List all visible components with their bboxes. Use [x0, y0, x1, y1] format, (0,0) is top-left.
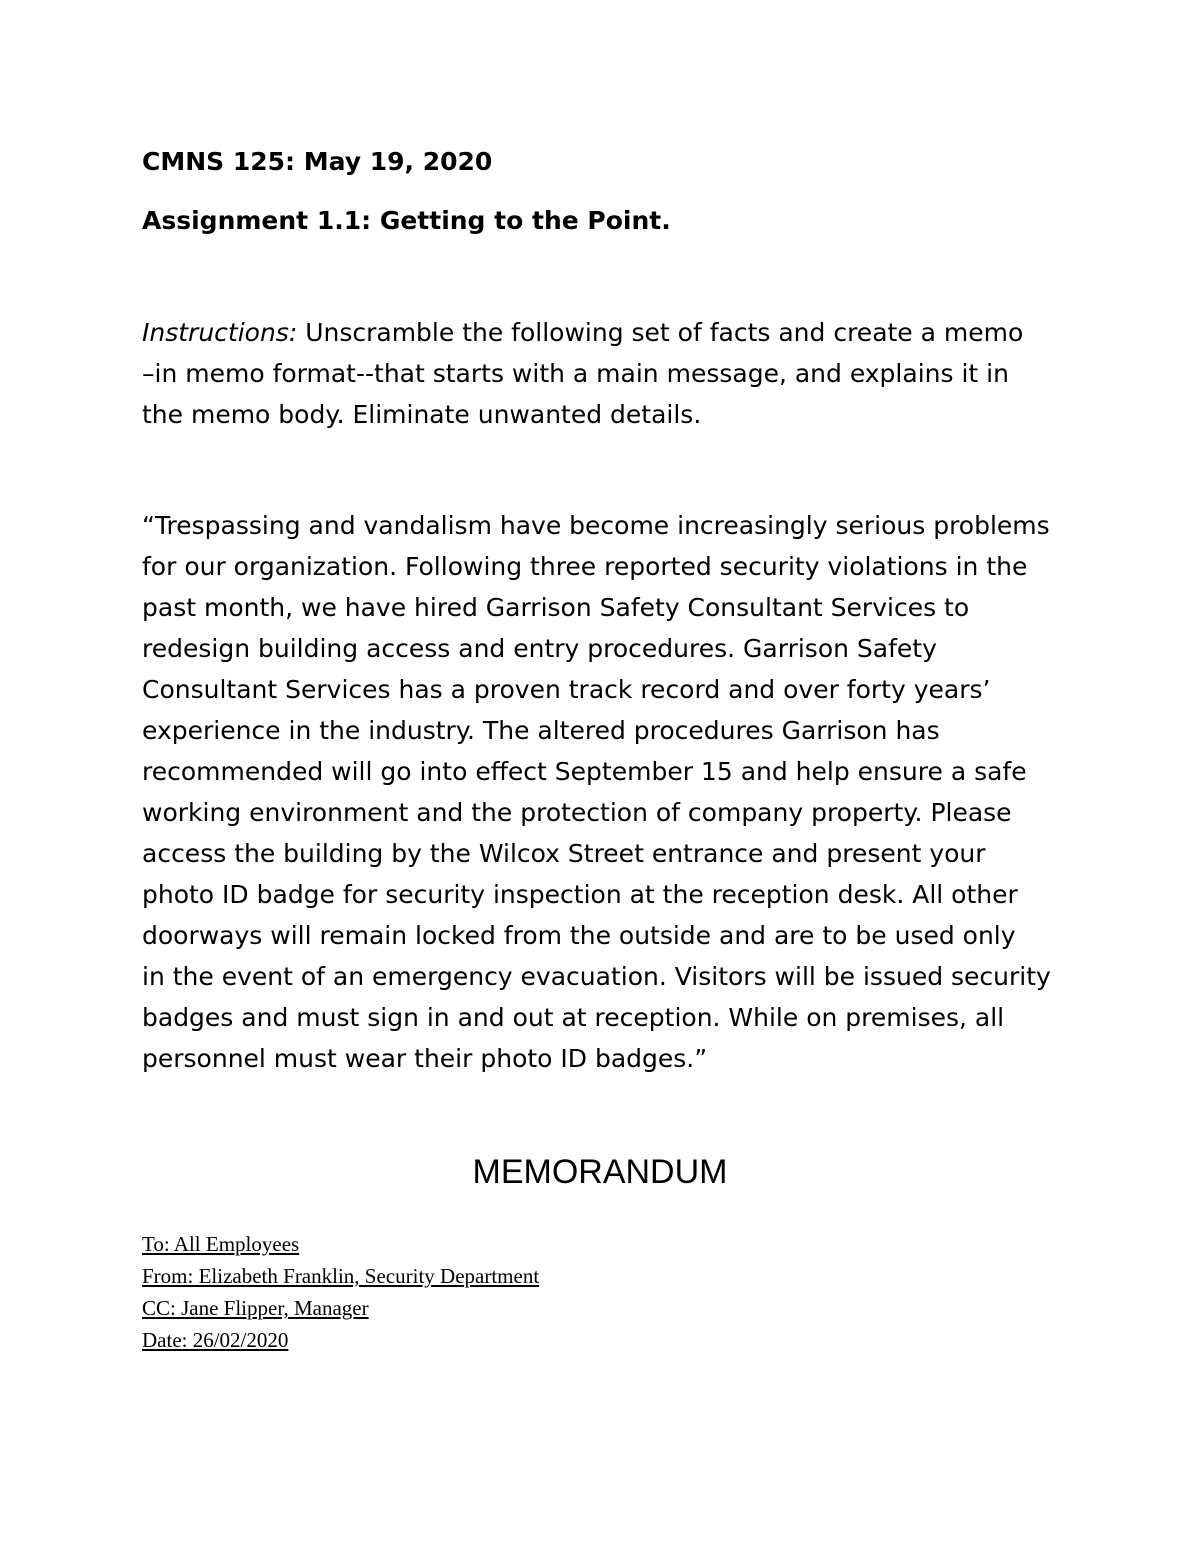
memo-cc-field: CC: Jane Flipper, Manager [142, 1296, 369, 1320]
quote-line: personnel must wear their photo ID badges.” [142, 1044, 708, 1073]
memo-title: MEMORANDUM [472, 1153, 728, 1191]
quote-line: redesign building access and entry procedures. Garrison Safety [142, 634, 937, 663]
quote-line: for our organization. Following three reported security violations in the [142, 552, 1028, 581]
quote-line: experience in the industry. The altered procedures Garrison has [142, 716, 940, 745]
quote-line: past month, we have hired Garrison Safety Consultant Services to [142, 593, 970, 622]
memo-from-field: From: Elizabeth Franklin, Security Department [142, 1264, 540, 1288]
quote-line: access the building by the Wilcox Street entrance and present your [142, 839, 986, 868]
quote-line: doorways will remain locked from the outside and are to be used only [142, 921, 1016, 950]
quote-line: recommended will go into effect September 15 and help ensure a safe [142, 757, 1027, 786]
quote-line: Consultant Services has a proven track record and over forty years’ [142, 675, 991, 704]
instructions-line: –in memo format--that starts with a main message, and explains it in [142, 359, 1009, 388]
memo-header-fields [142, 1228, 539, 1356]
assignment-heading: Assignment 1.1: Getting to the Point. [142, 206, 671, 235]
memo-date-field: Date: 26/02/2020 [142, 1328, 289, 1352]
quote-line: badges and must sign in and out at reception. While on premises, all [142, 1003, 1005, 1032]
instructions-text: Unscramble the following set of facts and create a memo [297, 318, 1024, 347]
quote-line: working environment and the protection of company property. Please [142, 798, 1012, 827]
quote-line: in the event of an emergency evacuation. Visitors will be issued security [142, 962, 1051, 991]
instructions-line: the memo body. Eliminate unwanted details. [142, 400, 702, 429]
quote-line: “Trespassing and vandalism have become increasingly serious problems [142, 511, 1050, 540]
instructions-label: Instructions: [142, 318, 298, 347]
course-heading: CMNS 125: May 19, 2020 [142, 147, 493, 176]
instructions-paragraph [142, 312, 1072, 435]
instructions-line [142, 312, 1072, 353]
scrambled-facts-quote [142, 505, 1072, 1079]
quote-line: photo ID badge for security inspection at the reception desk. All other [142, 880, 1018, 909]
memo-to-field: To: All Employees [142, 1232, 300, 1256]
